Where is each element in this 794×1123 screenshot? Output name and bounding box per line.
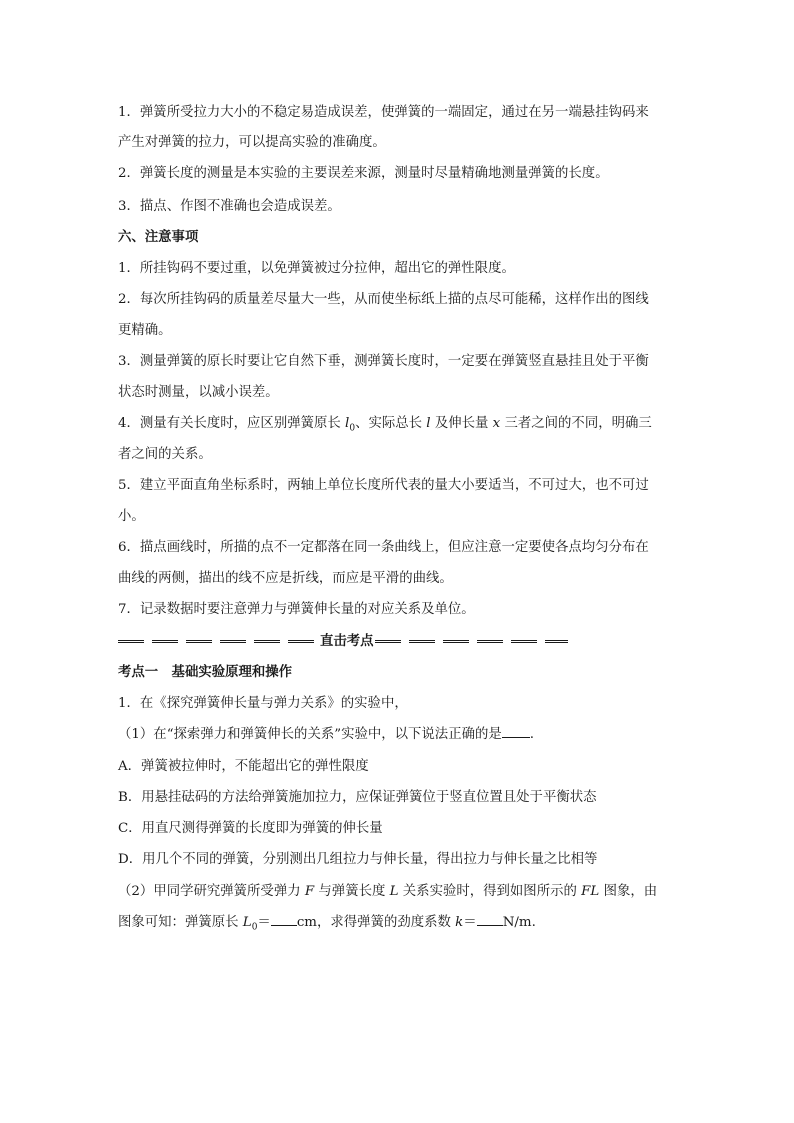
divider-dash xyxy=(409,640,435,643)
question-1-part-1-text: （1）在“探索弹力和弹簧伸长的关系”实验中，以下说法正确的是 xyxy=(118,727,502,742)
error-item-3: 3．描点、作图不准确也会造成误差。 xyxy=(118,199,341,214)
symbol-F: F xyxy=(304,884,315,899)
question-1-part-2-line-1 xyxy=(118,882,678,902)
answer-blank[interactable] xyxy=(502,725,530,738)
symbol-L: L xyxy=(389,884,399,899)
notes-item-2-line-2: 更精确。 xyxy=(118,323,172,338)
part-2-line-2-text-c: cm，求得弹簧的劲度系数 xyxy=(296,915,456,930)
part-2-text-a: （2）甲同学研究弹簧所受弹力 xyxy=(118,884,305,899)
notes-item-7: 7．记录数据时要注意弹力与弹簧伸长量的对应关系及单位。 xyxy=(118,602,475,617)
divider-dash xyxy=(545,640,568,643)
divider-dash xyxy=(477,640,503,643)
equals-sign: ＝ xyxy=(463,915,477,930)
option-a: A．弹簧被拉伸时，不能超出它的弹性限度 xyxy=(118,759,369,774)
notes-item-4-line-2: 者之间的关系。 xyxy=(118,447,212,462)
subscript-0: 0 xyxy=(349,423,356,434)
divider-dash xyxy=(220,640,246,643)
part-2-text-b: 与弹簧长度 xyxy=(314,884,390,899)
exam-point-heading: 考点一 基础实验原理和操作 xyxy=(118,664,293,680)
part-2-text-d: 图象，由 xyxy=(599,884,658,899)
answer-blank-k[interactable] xyxy=(477,913,503,926)
divider-dash xyxy=(511,640,537,643)
divider-dash xyxy=(186,640,212,643)
divider-dash xyxy=(443,640,469,643)
notes-item-4-text-c: 及伸长量 xyxy=(430,416,493,431)
option-d: D．用几个不同的弹簧，分别测出几组拉力与伸长量，得出拉力与伸长量之比相等 xyxy=(118,852,598,867)
section-divider xyxy=(118,631,568,651)
divider-dash xyxy=(118,640,144,643)
notes-item-5-line-1: 5．建立平面直角坐标系时，两轴上单位长度所代表的量大小要适当，不可过大，也不可过 xyxy=(118,478,649,493)
symbol-l-total: l xyxy=(426,416,431,431)
error-item-2: 2．弹簧长度的测量是本实验的主要误差来源，测量时尽量精确地测量弹簧的长度。 xyxy=(118,166,609,181)
notes-item-5-line-2: 小。 xyxy=(118,509,145,524)
notes-item-4-text-d: 三者之间的不同，明确三 xyxy=(500,416,652,431)
divider-dash xyxy=(254,640,280,643)
notes-item-2-line-1: 2．每次所挂钩码的质量差尽量大一些，从而使坐标纸上描的点尽可能稀，这样作出的图线 xyxy=(118,292,649,307)
notes-item-4-text-b: 、实际总长 xyxy=(355,416,427,431)
answer-blank-l0[interactable] xyxy=(271,913,297,926)
error-item-1-line-2: 产生对弹簧的拉力，可以提高实验的准确度。 xyxy=(118,135,386,150)
part-2-line-2-text-a: 图象可知：弹簧原长 xyxy=(118,915,243,930)
symbol-L0: L xyxy=(242,915,252,930)
notes-item-6-line-2: 曲线的两侧，描出的线不应是折线，而应是平滑的曲线。 xyxy=(118,571,453,586)
question-1-part-1 xyxy=(118,725,678,745)
divider-dash xyxy=(152,640,178,643)
notes-item-1: 1．所挂钩码不要过重，以免弹簧被过分拉伸，超出它的弹性限度。 xyxy=(118,261,515,276)
symbol-x: x xyxy=(492,416,501,431)
error-item-1-line-1: 1．弹簧所受拉力大小的不稳定易造成误差，使弹簧的一端固定，通过在另一端悬挂钩码来 xyxy=(118,105,649,120)
question-1-stem: 1．在《探究弹簧伸长量与弹力关系》的实验中， xyxy=(118,696,408,711)
divider-dash xyxy=(375,640,401,643)
notes-item-3-line-2: 状态时测量，以减小误差。 xyxy=(118,385,279,400)
subscript-0: 0 xyxy=(251,922,258,933)
divider-label: 直击考点 xyxy=(320,633,374,649)
option-c: C．用直尺测得弹簧的长度即为弹簧的伸长量 xyxy=(118,821,383,836)
part-2-text-c: 关系实验时，得到如图所示的 xyxy=(398,884,582,899)
notes-item-4-line-1 xyxy=(118,414,678,439)
notes-item-6-line-1: 6．描点画线时，所描的点不一定都落在同一条曲线上，但应注意一定要使各点均匀分布在 xyxy=(118,540,649,555)
notes-item-3-line-1: 3．测量弹簧的原长时要让它自然下垂，测弹簧长度时，一定要在弹簧竖直悬挂且处于平衡 xyxy=(118,354,649,369)
symbol-l: l xyxy=(345,416,350,431)
option-b: B．用悬挂砝码的方法给弹簧施加拉力，应保证弹簧位于竖直位置且处于平衡状态 xyxy=(118,790,597,805)
unit-text: N/m. xyxy=(502,915,536,930)
divider-dash xyxy=(288,640,314,643)
question-1-part-2-line-2 xyxy=(118,913,678,938)
question-1-part-1-end: . xyxy=(529,727,535,742)
notes-item-4-text-a: 4．测量有关长度时，应区别弹簧原长 xyxy=(118,416,346,431)
symbol-k: k xyxy=(455,915,464,930)
symbol-FL: FL xyxy=(581,884,600,899)
equals-sign: ＝ xyxy=(257,915,271,930)
notes-heading: 六、注意事项 xyxy=(118,229,199,245)
